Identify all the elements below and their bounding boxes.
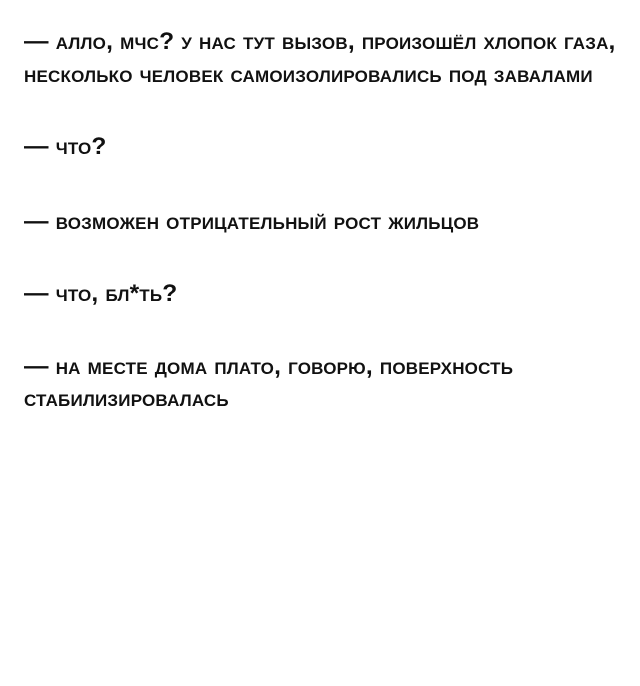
dialogue-line-5 xyxy=(24,351,622,416)
dialogue-line-1-text: — алло, мчс? у нас тут вызов, произошёл хлопок газа, несколько человек самоизолировались под завалами xyxy=(24,28,623,88)
dialogue-line-4 xyxy=(24,278,622,311)
dialogue-line-3 xyxy=(24,206,622,239)
dialogue-line-1 xyxy=(24,26,622,91)
dialogue-line-3-text: — возможен отрицательный рост жильцов xyxy=(24,207,480,235)
dialogue-line-5-text: — на месте дома плато, говорю, поверхность стабилизировалась xyxy=(24,352,521,413)
dialogue-line-2-text: — что? xyxy=(24,133,107,161)
dialogue-line-4-text: — что, бл*ть? xyxy=(24,280,178,308)
dialogue-line-2 xyxy=(24,131,622,164)
